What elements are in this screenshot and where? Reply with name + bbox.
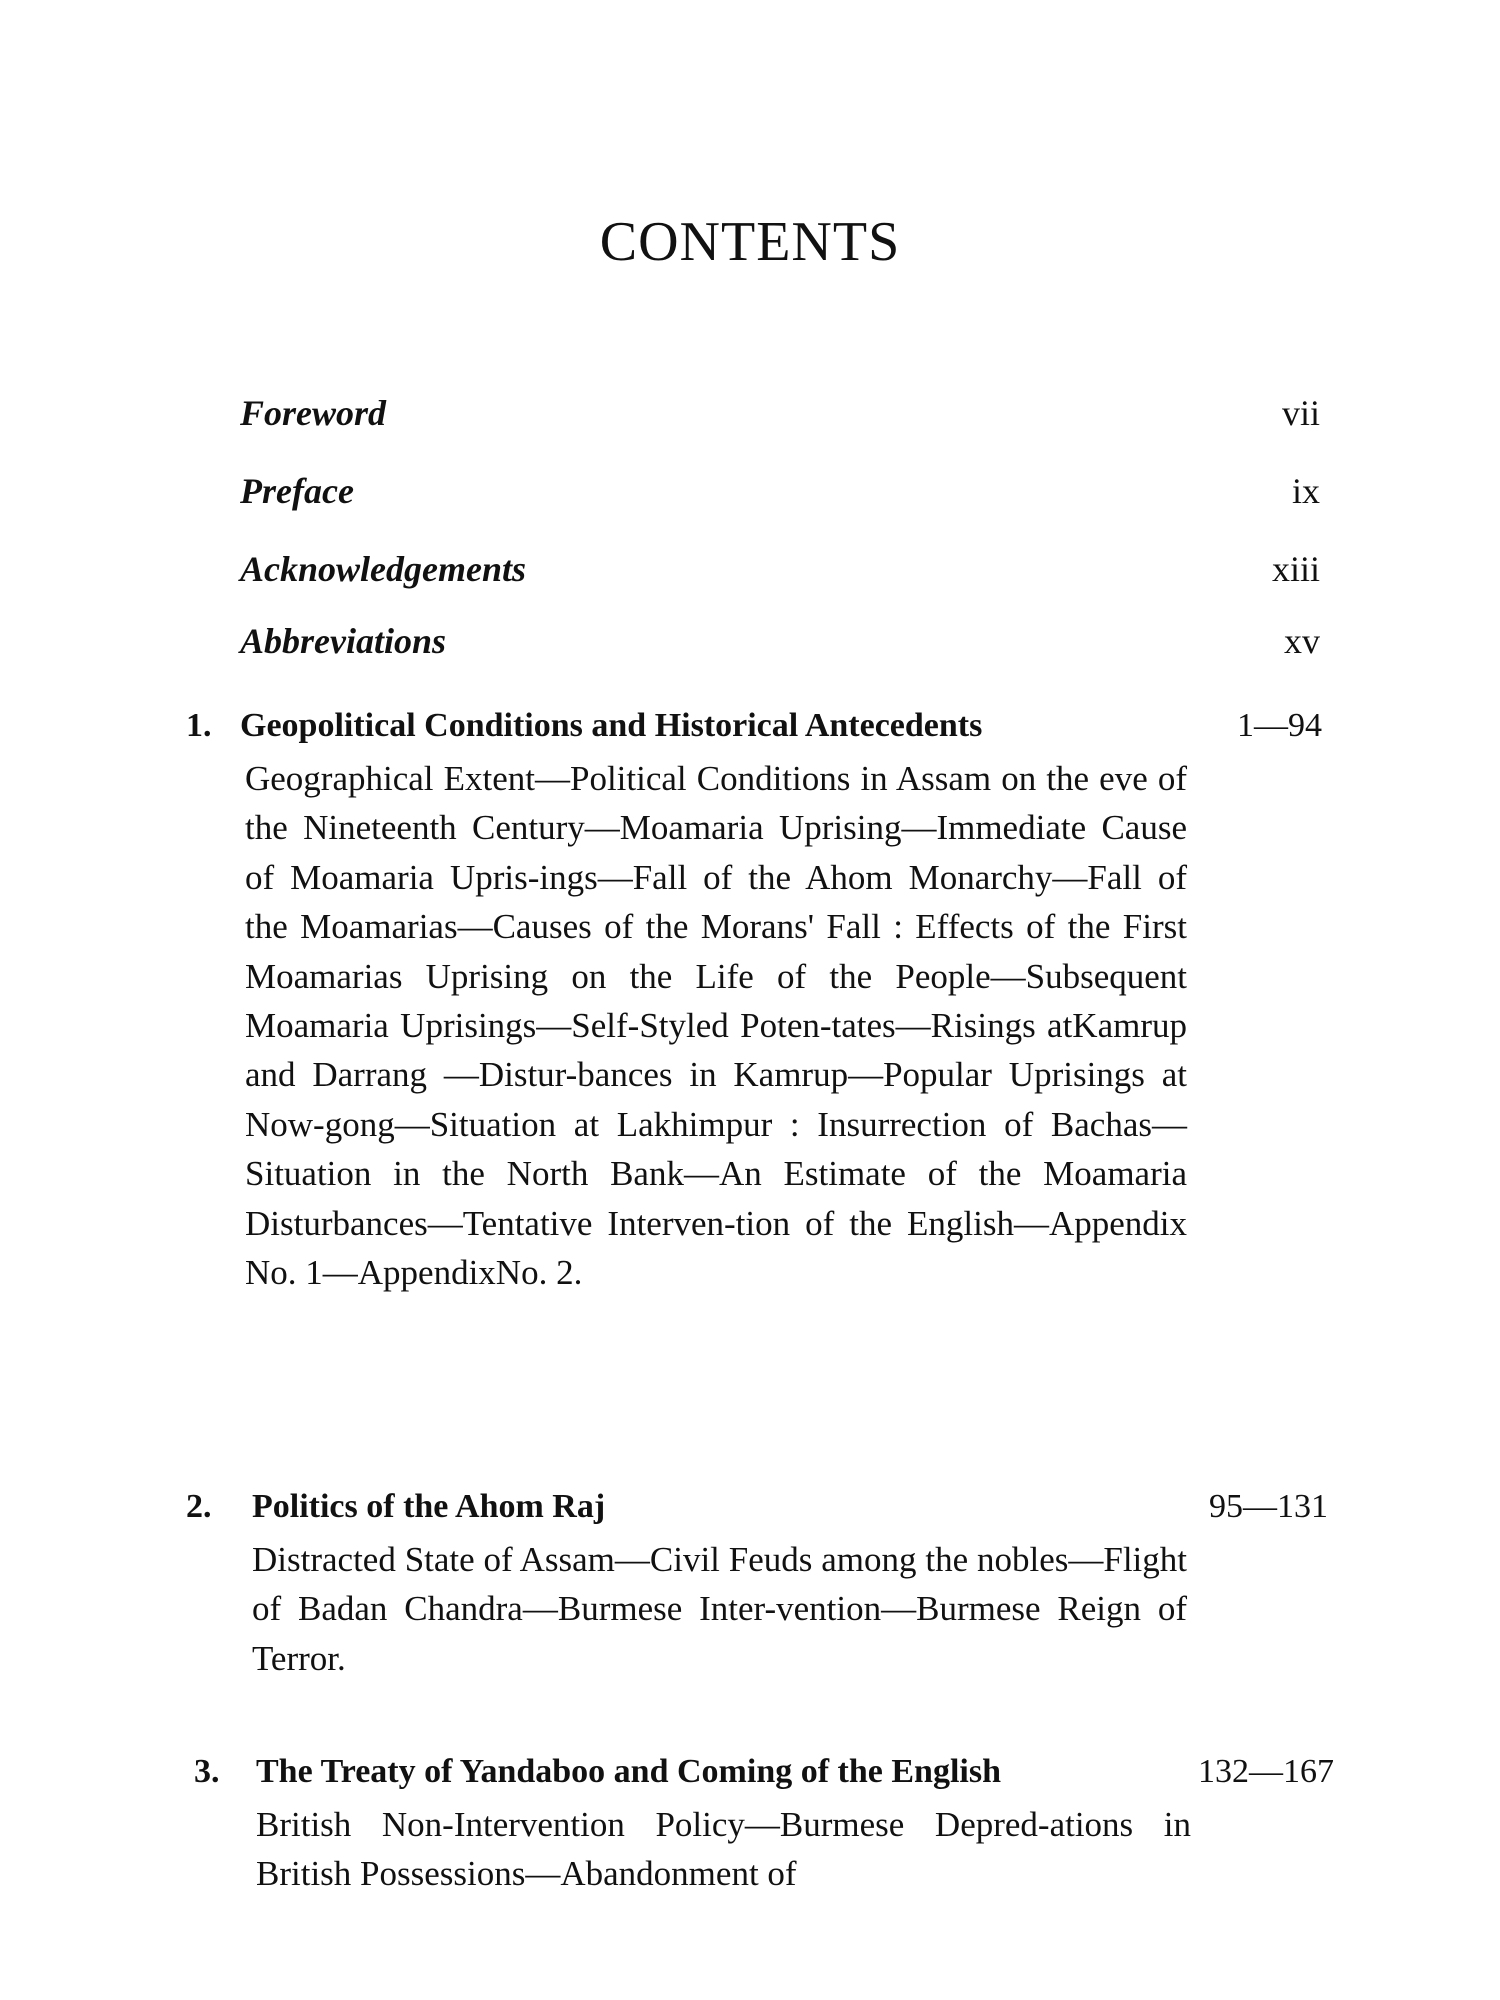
front-matter-entry-foreword[interactable] xyxy=(240,392,1320,436)
front-matter-page: xv xyxy=(1284,621,1320,661)
front-matter-entry-abbreviations[interactable] xyxy=(240,620,1320,664)
chapter-number: 3. xyxy=(194,1753,220,1790)
chapter-summary: Geographical Extent—Political Conditions in Assam on the eve of the Nineteenth Century—Moamaria Uprising—Immediate Cause of Moamaria Upris-ings—Fall of the Ahom Monarchy—Fall of the Moamarias—Causes of the Morans' Fall : Effects of the First Moamarias Uprising on the Life of the People—Subsequent Moamaria Uprisings—Self-Styled Poten-tates—Risings atKamrup and Darrang —Distur-bances in Kamrup—Popular Uprisings at Now-gong—Situation at Lakhimpur : Insurrection of Bachas—Situation in the North Bank—An Estimate of the Moamaria Disturbances—Tentative Interven-tion of the English—Appendix No. 1—AppendixNo. 2. xyxy=(245,759,1187,1293)
chapter-page-range: 1—94 xyxy=(1237,707,1322,744)
front-matter-page: ix xyxy=(1291,471,1320,511)
chapter-number: 1. xyxy=(186,707,212,744)
front-matter-label: Preface xyxy=(240,471,354,511)
chapter-number: 2. xyxy=(186,1488,212,1525)
chapter-title: Politics of the Ahom Raj xyxy=(252,1488,606,1525)
front-matter-entry-preface[interactable] xyxy=(240,470,1320,514)
front-matter-label: Abbreviations xyxy=(240,621,447,661)
chapter-page-range: 95—131 xyxy=(1209,1488,1328,1525)
page-title: CONTENTS xyxy=(599,211,901,273)
chapter-title: Geopolitical Conditions and Historical Antecedents xyxy=(240,707,983,744)
chapter-title: The Treaty of Yandaboo and Coming of the English xyxy=(256,1753,1001,1790)
chapter-summary: British Non-Intervention Policy—Burmese Depred-ations in British Possessions—Abandonment of xyxy=(256,1805,1191,1894)
front-matter-page: vii xyxy=(1281,393,1320,433)
front-matter-page: xiii xyxy=(1271,549,1320,589)
front-matter-label: Acknowledgements xyxy=(240,549,526,589)
front-matter-label: Foreword xyxy=(240,393,387,433)
chapter-page-range: 132—167 xyxy=(1198,1753,1334,1790)
chapter-summary: Distracted State of Assam—Civil Feuds among the nobles—Flight of Badan Chandra—Burmese Inter-vention—Burmese Reign of Terror. xyxy=(252,1540,1187,1678)
front-matter-entry-acknowledgements[interactable] xyxy=(240,548,1320,592)
